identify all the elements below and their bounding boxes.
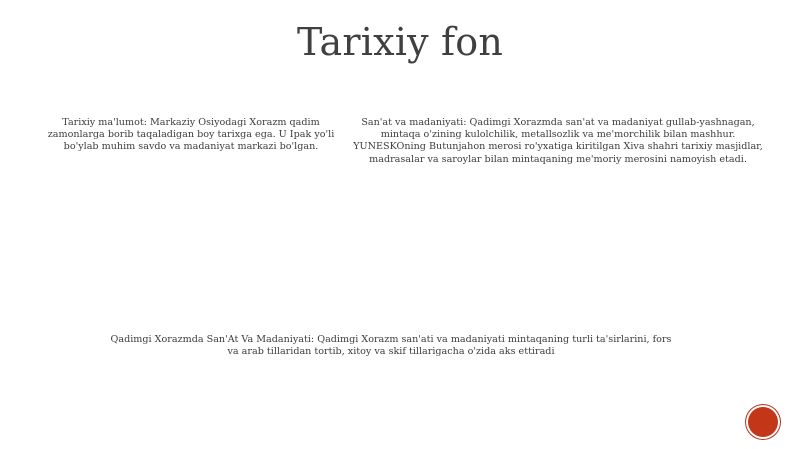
slide-title: Tarixiy fon xyxy=(296,20,504,64)
historical-info-text: Tarixiy ma'lumot: Markaziy Osiyodagi Xorazm qadim zamonlarga borib taqaladigan boy tarixga ega. U Ipak yo'li bo'ylab muhim savdo va madaniyat markazi bo'lgan. xyxy=(47,117,335,153)
ancient-art-culture-text: Qadimgi Xorazmda San'At Va Madaniyati: Qadimgi Xorazm san'ati va madaniyati mintaqaning turli ta'sirlarini, fors va arab tillaridan tortib, xitoy va skif tillarigacha o'zida aks ettiradi xyxy=(110,334,672,358)
slide-nav-button[interactable] xyxy=(748,407,778,437)
art-culture-text: San'at va madaniyati: Qadimgi Xorazmda san'at va madaniyat gullab-yashnagan, mintaqa o'zining kulolchilik, metallsozlik va me'morchilik bilan mashhur. YUNESKOning Butunjahon merosi ro'yxatiga kiritilgan Xiva shahri tarixiy masjidlar, madrasalar va saroylar bilan mintaqaning me'moriy merosini namoyish etadi. xyxy=(353,117,763,165)
